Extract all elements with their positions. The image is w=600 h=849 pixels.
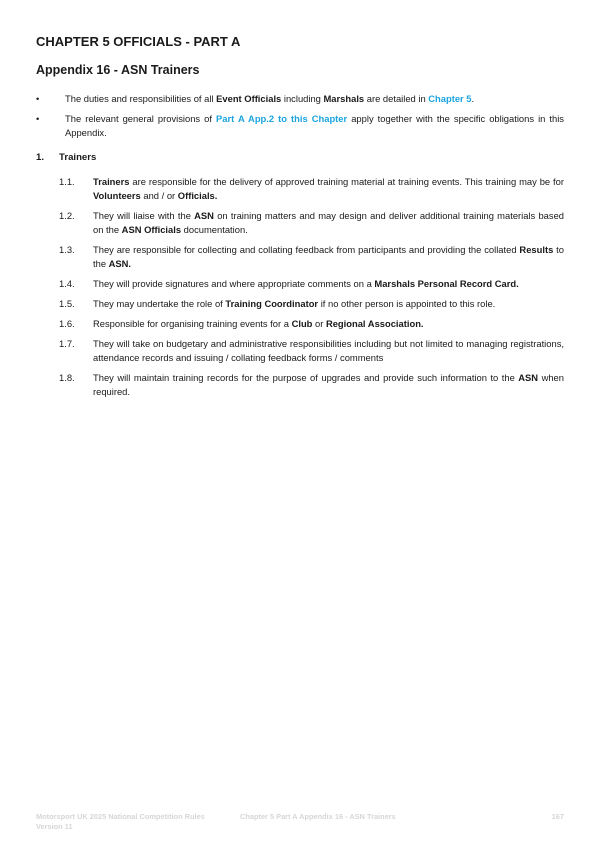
clause-item: 1.8. They will maintain training records for the purpose of upgrades and provide such information to the ASN when required.: [59, 372, 564, 397]
clause-number: 1.7.: [59, 338, 75, 349]
clause-item: 1.7. They will take on budgetary and administrative responsibilities including but not limited to managing registrations, attendance records and issuing / collating feedback forms / comments: [59, 338, 564, 363]
clause-number: 1.4.: [59, 278, 75, 289]
numbered-clause-list: [59, 175, 564, 405]
section-heading: [36, 152, 96, 163]
bullet-marker: •: [36, 93, 40, 104]
appendix-title: Appendix 16 - ASN Trainers: [36, 63, 200, 77]
section-number: 1.: [36, 152, 45, 163]
bullet-marker: •: [36, 113, 40, 124]
chapter-5-link[interactable]: Chapter 5: [428, 93, 472, 104]
chapter-title: CHAPTER 5 OFFICIALS - PART A: [36, 34, 241, 49]
clause-item: 1.6. Responsible for organising training events for a Club or Regional Association.: [59, 318, 424, 329]
clause-item: 1.4. They will provide signatures and where appropriate comments on a Marshals Personal Record Card.: [59, 278, 519, 289]
footer-publication: Motorsport UK 2025 National Competition Rules: [36, 812, 205, 821]
clause-item: 1.3. They are responsible for collecting and collating feedback from participants and providing the collated Results to the ASN.: [59, 244, 564, 269]
intro-bullet-list: [36, 92, 564, 146]
footer-page-number: 167: [551, 812, 564, 821]
clause-item: 1.1. Trainers are responsible for the delivery of approved training material at training events. This training may be for Volunteers and / or Officials.: [59, 176, 564, 201]
part-a-app2-link[interactable]: Part A App.2 to this Chapter: [216, 113, 348, 124]
section-title: Trainers: [59, 152, 97, 163]
clause-number: 1.6.: [59, 318, 75, 329]
clause-item: 1.2. They will liaise with the ASN on training matters and may design and deliver additional training materials based on the ASN Officials documentation.: [59, 210, 565, 235]
document-page: [36, 0, 564, 849]
clause-number: 1.3.: [59, 244, 75, 255]
intro-bullet: • The duties and responsibilities of all Event Officials including Marshals are detailed in Chapter 5.: [36, 93, 475, 104]
clause-number: 1.8.: [59, 372, 75, 383]
clause-number: 1.2.: [59, 210, 75, 221]
clause-number: 1.1.: [59, 176, 75, 187]
footer-section-ref: Chapter 5 Part A Appendix 16 - ASN Trainers: [240, 812, 396, 821]
clause-item: 1.5. They may undertake the role of Training Coordinator if no other person is appointed to this role.: [59, 298, 496, 309]
footer-version: Version 11: [36, 822, 73, 831]
intro-bullet: • The relevant general provisions of Part A App.2 to this Chapter apply together with the specific obligations in this Appendix.: [36, 113, 564, 138]
clause-number: 1.5.: [59, 298, 75, 309]
